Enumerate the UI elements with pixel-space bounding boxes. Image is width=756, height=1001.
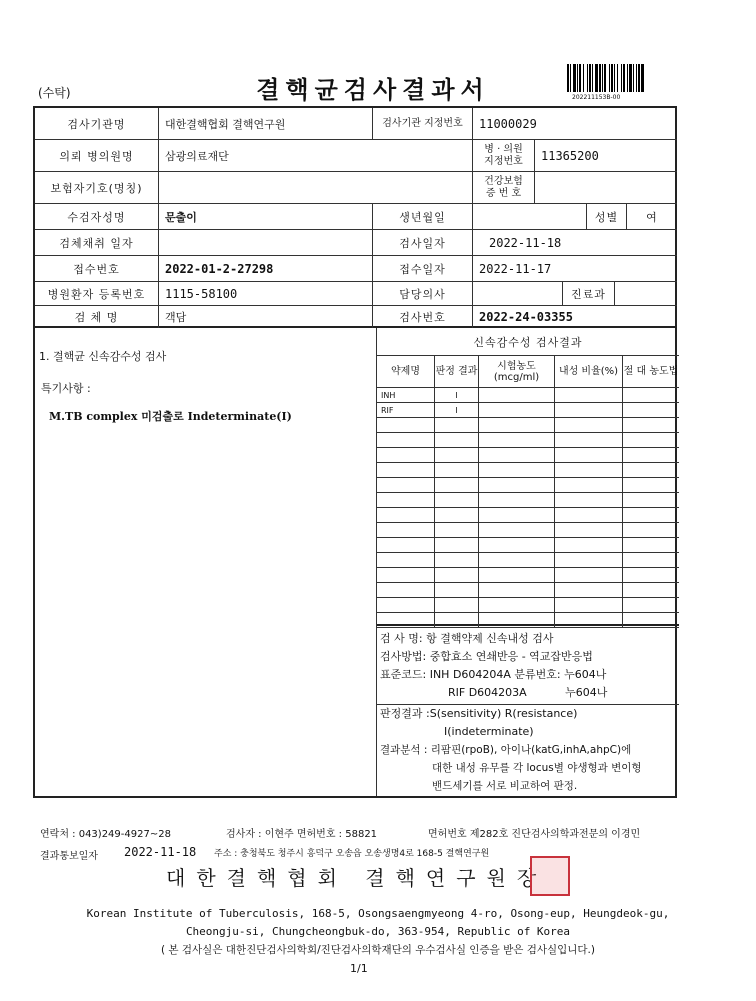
results-cell [435, 448, 479, 463]
results-column-header: 약제명 [377, 356, 435, 388]
results-cell [555, 598, 623, 613]
results-cell [555, 493, 623, 508]
barcode-bar [583, 64, 584, 92]
drug-name: INH [377, 388, 435, 403]
results-cell [435, 418, 479, 433]
barcode-bar [577, 64, 578, 92]
results-cell [479, 388, 555, 403]
dept-label: 진료과 [563, 282, 615, 306]
results-cell [555, 553, 623, 568]
results-cell [623, 403, 679, 418]
results-cell [623, 388, 679, 403]
results-cell [555, 523, 623, 538]
results-cell [377, 493, 435, 508]
reg-no-value: 1115-58100 [159, 282, 373, 306]
health-insurance-label: 건강보험 증 번 호 [473, 172, 535, 204]
notes-label: 특기사항 : [41, 382, 91, 395]
results-cell [623, 418, 679, 433]
analysis-3: 밴드세기를 서로 비교하여 판정. [432, 780, 578, 792]
results-cell [377, 433, 435, 448]
test-name: 검 사 명: 항 결핵약제 신속내성 검사 [380, 632, 554, 645]
address: 주소 : 충청북도 청주시 흥덕구 오송읍 오송생명4로 168-5 결핵연구원 [214, 849, 490, 859]
results-cell [377, 613, 435, 628]
results-column-header: 내성 비율(%) [555, 356, 623, 388]
results-cell [377, 523, 435, 538]
results-cell [555, 538, 623, 553]
results-cell [377, 478, 435, 493]
barcode-bar [614, 64, 615, 92]
results-cell [623, 463, 679, 478]
barcode-bar [621, 64, 622, 92]
standard-code-1: 표준코드: INH D604204A 분류번호: 누604나 [380, 668, 607, 681]
results-cell [377, 538, 435, 553]
lab-name-value: 대한결핵협회 결핵연구원 [159, 108, 373, 140]
barcode-bar [641, 64, 644, 92]
results-cell [435, 598, 479, 613]
barcode-bar [579, 64, 581, 92]
results-cell [623, 493, 679, 508]
specimen-label: 검 체 명 [35, 306, 159, 328]
judgement-2: I(indeterminate) [444, 725, 534, 738]
test-notes-pane [35, 328, 377, 796]
results-cell [479, 508, 555, 523]
dob-label: 생년월일 [373, 204, 473, 230]
clinic-code-value: 11365200 [535, 140, 677, 172]
results-column-header: 판정 결과 [435, 356, 479, 388]
analysis-2: 대한 내성 유무를 각 locus별 야생형과 변이형 [432, 762, 642, 774]
results-cell [555, 463, 623, 478]
barcode-bar [602, 64, 603, 92]
doctor-label: 담당의사 [373, 282, 473, 306]
receipt-date-label: 접수일자 [373, 256, 473, 282]
specimen-value: 객담 [159, 306, 373, 328]
document-title: 결핵균검사결과서 [256, 75, 490, 104]
results-cell [555, 388, 623, 403]
standard-code-2: RIF D604203A 누604나 [448, 686, 608, 699]
results-cell [377, 568, 435, 583]
results-cell [555, 568, 623, 583]
results-cell [435, 568, 479, 583]
lab-name-label: 검사기관명 [35, 108, 159, 140]
results-cell [377, 463, 435, 478]
barcode-bar [629, 64, 632, 92]
results-cell [623, 433, 679, 448]
test-item: 1. 결핵균 신속감수성 검사 [39, 350, 167, 363]
results-cell [623, 553, 679, 568]
results-cell [435, 478, 479, 493]
lab-code-value: 11000029 [473, 108, 677, 140]
patient-name-value: 문출이 [159, 204, 373, 230]
barcode-bar [573, 64, 576, 92]
results-cell [623, 523, 679, 538]
judgement-1: 판정결과 :S(sensitivity) R(resistance) [380, 707, 578, 720]
sex-label: 성별 [587, 204, 627, 230]
results-cell [479, 568, 555, 583]
susceptibility-table [377, 356, 679, 626]
test-date-value: 2022-11-18 [473, 230, 677, 256]
report-date: 2022-11-18 [124, 845, 197, 859]
clinic-code-label: 병 · 의원 지정번호 [473, 140, 535, 172]
results-cell [555, 418, 623, 433]
barcode-bar [570, 64, 571, 92]
examiner: 검사자 : 이현주 면허번호 : 58821 [226, 829, 378, 840]
receipt-no-label: 접수번호 [35, 256, 159, 282]
results-cell [479, 403, 555, 418]
special-note: M.TB complex 미검출로 Indeterminate(I) [49, 410, 292, 423]
results-cell [479, 553, 555, 568]
reg-no-label: 병원환자 등록번호 [35, 282, 159, 306]
results-cell [479, 463, 555, 478]
patient-name-label: 수검자성명 [35, 204, 159, 230]
receipt-mark: (수탁) [38, 86, 71, 100]
results-cell [555, 583, 623, 598]
insurance-label: 보험자기호(명칭) [35, 172, 159, 204]
result-body [33, 328, 677, 798]
barcode-bar [604, 64, 606, 92]
barcode-bar [599, 64, 601, 92]
barcode-bar [587, 64, 588, 92]
results-cell [479, 418, 555, 433]
barcode-bar [592, 64, 593, 92]
receipt-no-value: 2022-01-2-27298 [159, 256, 373, 282]
barcode-bar [595, 64, 598, 92]
results-cell [435, 583, 479, 598]
barcode-bar [617, 64, 618, 92]
health-insurance-value [535, 172, 677, 204]
results-cell [435, 508, 479, 523]
dept-value [615, 282, 677, 306]
results-cell [623, 568, 679, 583]
results-cell [479, 613, 555, 628]
results-cell [377, 418, 435, 433]
results-cell [377, 553, 435, 568]
drug-result: I [435, 403, 479, 418]
results-column-header: 절 대 농도법 [623, 356, 679, 388]
results-cell [435, 493, 479, 508]
institute-address-en-1: Korean Institute of Tuberculosis, 168-5, Osongsaengmyeong 4-ro, Osong-eup, Heungdeok-gu, [86, 907, 670, 920]
results-cell [479, 538, 555, 553]
barcode-bar [636, 64, 637, 92]
results-cell [479, 493, 555, 508]
certification-note: ( 본 검사실은 대한진단검사의학회/진단검사의학재단의 우수검사실 인증을 받은 검사실입니다.) [160, 944, 595, 956]
barcode-bar [627, 64, 628, 92]
results-cell [623, 613, 679, 628]
receipt-date-value: 2022-11-17 [473, 256, 677, 282]
test-method: 검사방법: 중합효소 연쇄반응 - 역교잡반응법 [380, 650, 593, 663]
results-cell [555, 448, 623, 463]
results-cell [623, 478, 679, 493]
dob-value [473, 204, 587, 230]
barcode-bar [633, 64, 634, 92]
hospital-value: 삼광의료재단 [159, 140, 473, 172]
results-cell [479, 433, 555, 448]
collect-date-value [159, 230, 373, 256]
results-cell [435, 433, 479, 448]
barcode-bar [567, 64, 569, 92]
patient-info-table [33, 106, 677, 328]
results-cell [435, 553, 479, 568]
analysis-1: 결과분석 : 리팜핀(rpoB), 아이나(katG,inhA,ahpC)에 [380, 744, 632, 756]
results-cell [479, 598, 555, 613]
results-cell [623, 448, 679, 463]
barcode-bar [611, 64, 613, 92]
institute-name-korean: 대한결핵협회 결핵연구원장 [166, 866, 548, 890]
barcode-bar [589, 64, 591, 92]
doctor-value [473, 282, 563, 306]
results-cell [435, 613, 479, 628]
hospital-label: 의뢰 병의원명 [35, 140, 159, 172]
results-cell [479, 583, 555, 598]
results-cell [623, 508, 679, 523]
barcode-number: 202211153B-00 [572, 94, 621, 101]
barcode-bar [638, 64, 640, 92]
results-cell [377, 508, 435, 523]
results-cell [555, 403, 623, 418]
results-cell [555, 433, 623, 448]
lab-code-label: 검사기관 지정번호 [373, 108, 473, 140]
collect-date-label: 검체채취 일자 [35, 230, 159, 256]
sex-value: 여 [627, 204, 677, 230]
results-cell [435, 463, 479, 478]
insurance-value [159, 172, 473, 204]
results-cell [623, 598, 679, 613]
results-cell [479, 448, 555, 463]
results-cell [555, 613, 623, 628]
results-title: 신속감수성 검사결과 [377, 328, 679, 356]
results-column-header: 시험농도 (mcg/ml) [479, 356, 555, 388]
drug-result: I [435, 388, 479, 403]
results-cell [435, 523, 479, 538]
results-cell [623, 583, 679, 598]
official-seal [530, 856, 570, 896]
barcode [566, 64, 678, 92]
test-no-label: 검사번호 [373, 306, 473, 328]
results-cell [377, 598, 435, 613]
report-date-label: 결과통보일자 [40, 851, 98, 862]
results-cell [377, 583, 435, 598]
test-date-label: 검사일자 [373, 230, 473, 256]
results-cell [555, 478, 623, 493]
results-cell [555, 508, 623, 523]
results-cell [377, 448, 435, 463]
drug-name: RIF [377, 403, 435, 418]
results-cell [435, 538, 479, 553]
barcode-bar [623, 64, 625, 92]
director-license: 면허번호 제282호 진단검사의학과전문의 이경민 [428, 829, 641, 840]
test-no-value: 2022-24-03355 [479, 310, 573, 324]
method-info [377, 628, 679, 796]
results-cell [479, 478, 555, 493]
page-number: 1/1 [350, 962, 368, 975]
barcode-bar [609, 64, 610, 92]
institute-address-en-2: Cheongju-si, Chungcheongbuk-do, 363-954, Republic of Korea [185, 925, 571, 938]
results-cell [623, 538, 679, 553]
results-cell [479, 523, 555, 538]
contact: 연락처 : 043)249-4927~28 [40, 829, 171, 840]
